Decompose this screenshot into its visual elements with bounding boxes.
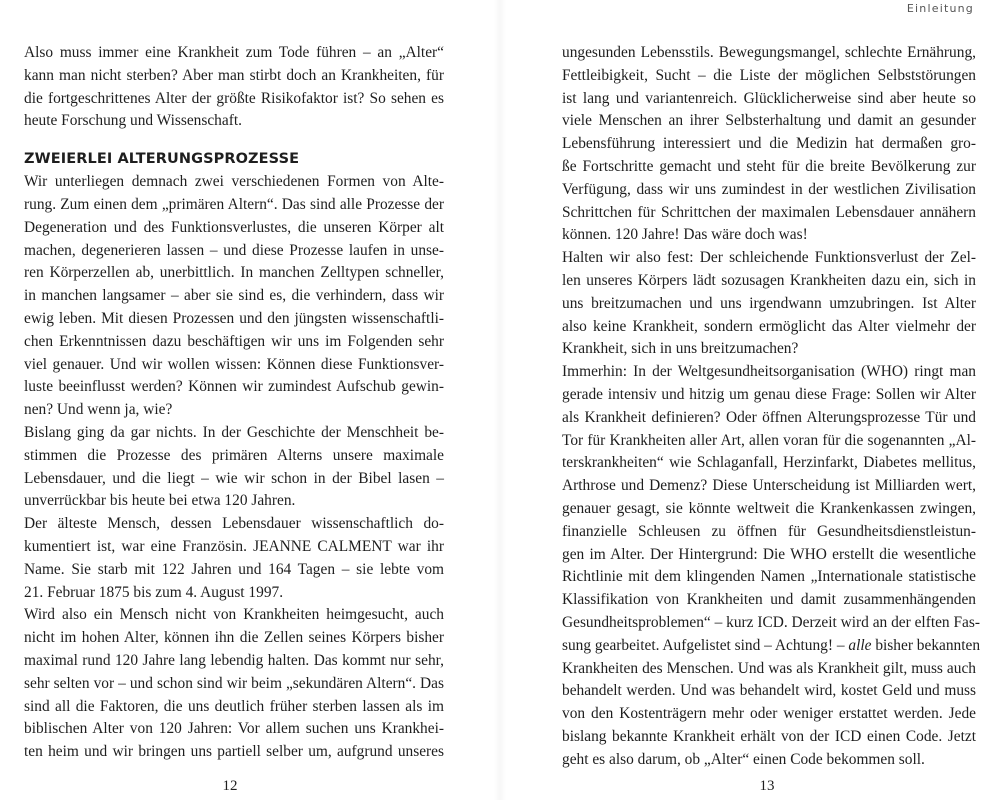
text-line: Lebensdauer, und die liegt – wie wir schon in der Bibel lasen – [24,469,444,487]
text-line: Also muss immer eine Krankheit zum Tode führen – an „Alter“ [24,44,444,61]
text-line: als Krankheit definieren? Oder öffnen Alterungsprozesse Tür und [562,408,976,426]
text-line: genauer gesagt, sie könnte weltweit die Krankenkassen zwingen, [562,499,976,517]
text-line: unverrückbar bis heute bei etwa 120 Jahren. [24,492,296,510]
text-line: ten heim und wir bringen uns partiell selber um, aufgrund unseres [24,743,444,761]
text-line: gen im Alter. Der Hintergrund: Die WHO erstellt die wesentliche [562,545,976,563]
text-line: von den Kostenträgern mehr oder weniger erstattet werden. Jede [562,705,976,723]
text-line: Schrittchen für Schrittchen der maximalen Lebensdauer annähern [562,203,976,221]
text-line: Bislang ging da gar nichts. In der Geschichte der Menschheit be- [24,423,444,441]
text-line: Wird also ein Mensch nicht von Krankheiten heimgesucht, auch [24,606,444,624]
text-line: Der älteste Mensch, dessen Lebensdauer wissenschaftlich do- [24,515,444,533]
text-line: bislang bekannte Krankheit erhält von der ICD einen Code. Jetzt [562,727,976,745]
text-line: ewig leben. Mit diesen Prozessen und den jüngsten wissenschaftli- [24,309,444,327]
text-line: können. 120 Jahre! Das wäre doch was! [562,226,808,244]
text-line: ße Fortschritte gemacht und steht für die breite Bevölkerung zur [562,157,976,175]
text-line: ist lang und variantenreich. Glücklicherweise sind aber heute so [562,89,976,107]
text-line: rung. Zum einen dem „primären Altern“. Das sind alle Prozesse der [24,195,444,213]
text-line: sind all die Faktoren, die uns deutlich früher sterben lassen als im [24,697,444,715]
text-line: stimmen die Prozesse des primären Alterns unsere maximale [24,446,444,464]
text-line: nen? Und wenn ja, wie? [24,401,173,419]
text-line: 21. Februar 1875 bis zum 4. August 1997. [24,583,284,601]
text-line: ungesunden Lebensstils. Bewegungsmangel, schlechte Ernährung, [562,44,976,61]
section-heading: ZWEIERLEI ALTERUNGSPROZESSE [24,151,300,168]
text-line: machen, degenerieren lassen – und diese Prozesse laufen in unse- [24,241,444,259]
text-line: Verfügung, dass wir uns zumindest in der westlichen Zivilisation [562,180,976,198]
text-line: terskrankheiten“ wie Schlaganfall, Herzinfarkt, Diabetes mellitus, [562,454,976,472]
text-line: kann man nicht sterben? Aber man stirbt doch an Krankheiten, für [24,66,444,84]
left-text-column [24,42,444,764]
text-line: len unseres Körpers lädt sozusagen Krankheiten dazu ein, sich in [562,271,976,289]
text-line: finanzielle Schleusen zu öffnen für Gesundheitsdienstleistun- [562,522,976,540]
text-line: Immerhin: In der Weltgesundheitsorganisation (WHO) ringt man [562,363,976,381]
text-line: Degeneration und des Funktionsverlustes, die unseren Körper alt [24,218,444,236]
text-line: uns breitzumachen und uns irgendwann umzubringen. Ist Alter [562,294,976,312]
page-number: 13 [759,778,775,794]
text-line: Lebensführung interessiert und die Medizin hat dermaßen gro- [562,135,976,153]
text-line: kumentiert ist, war eine Französin. JEANNE CALMENT war ihr [24,537,444,555]
text-line: Halten wir also fest: Der schleichende Funktionsverlust der Zel- [562,249,976,267]
text-line: Krankheit, sich in uns breitzumachen? [562,340,799,358]
text-line: gerade intensiv und hitzig um genau diese Frage: Sollen wir Alter [562,385,976,403]
text-line: Name. Sie starb mit 122 Jahren und 164 Tagen – sie lebte vom [24,560,444,578]
text-line: sung gearbeitet. Aufgelistet sind – Achtung! – alle bisher bekannten [562,636,981,654]
text-line: viel genauer. Und wir wollen wissen: Können diese Funktionsver- [24,355,444,373]
text-line: Wir unterliegen demnach zwei verschiedenen Formen von Alte- [24,173,444,191]
running-head: Einleitung [906,2,974,15]
text-line: luste beeinflusst werden? Können wir zumindest Aufschub gewin- [24,378,444,396]
text-line: behandelt werden. Und was behandelt wird, kostet Geld und muss [562,682,976,700]
text-line: Richtlinie mit dem klingenden Namen „Internationale statistische [562,568,976,586]
text-line: maximal rund 120 Jahre lang lebendig halten. Das kommt nur sehr, [24,651,444,669]
text-line: Fettleibigkeit, Sucht – die Liste der möglichen Selbststörungen [562,66,976,84]
page-number: 12 [222,778,238,794]
text-line: biblischen Alter von 120 Jahren: Vor allem suchen uns Krankhei- [24,720,444,738]
text-line: die fortgeschrittenes Alter der größte Risikofaktor ist? So sehen es [24,89,444,107]
text-line: chen Erkenntnissen dazu beschäftigen wir uns im Folgenden sehr [24,332,444,350]
text-line: sehr selten vor – und schon sind wir beim „sekundären Altern“. Das [24,674,444,692]
text-line: Klassifikation von Krankheiten und damit zusammenhängenden [562,591,976,609]
text-line: heute Forschung und Wissenschaft. [24,112,242,130]
text-line: in manchen langsamer – aber sie sind es, die verhindern, dass wir [24,287,444,305]
text-line: ren Körperzellen ab, unerbittlich. In manchen Zelltypen schneller, [24,264,444,282]
text-line: also keine Krankheit, sondern ermöglicht das Alter vielmehr der [562,317,976,335]
right-text-column [562,42,981,772]
text-line: Arthrose und Demenz? Diese Unterscheidung ist Milliarden wert, [562,477,976,495]
text-line: Tor für Krankheiten aller Art, allen voran für die sogenannten „Al- [562,431,976,449]
text-line: geht es also darum, ob „Alter“ einen Code bekommen soll. [562,750,925,768]
text-line: Gesundheitsproblemen“ – kurz ICD. Derzeit wird an der elften Fas- [562,613,980,631]
text-line: nicht im hohen Alter, können ihn die Zellen seines Körpers bisher [24,629,444,647]
text-line: Krankheiten des Menschen. Und was als Krankheit gilt, muss auch [562,659,976,677]
right-page [500,0,1000,800]
text-line: viele Menschen an ihrer Selbsterhaltung und damit an gesunder [562,112,976,130]
